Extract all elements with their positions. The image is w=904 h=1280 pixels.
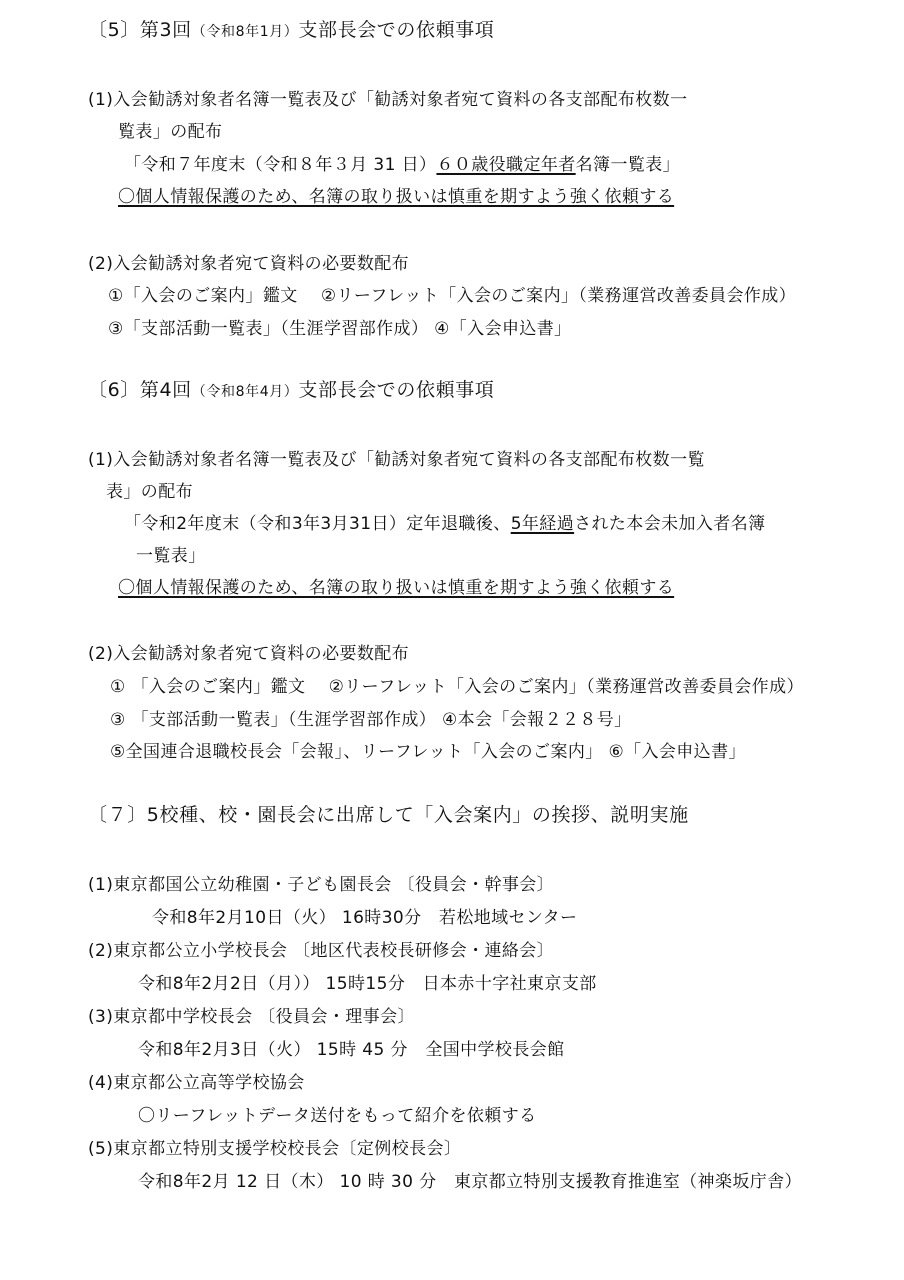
s5-privacy-note: 〇個人情報保護のため、名簿の取り扱いは慎重を期すよう強く依頼する [118,187,675,207]
section-6-heading [88,379,494,403]
s5-item2-line2: ③「支部活動一覧表」（生涯学習部作成） ④「入会申込書」 [108,319,572,339]
heading-text: 支部長会での依頼事項 [298,379,495,401]
s6-item2-line2: ③ 「支部活動一覧表」（生涯学習部作成） ④本会「会報２２８号」 [110,710,632,730]
s7-item3-detail: 令和8年2月3日（火） 15時 45 分 全国中学校長会館 [138,1040,565,1060]
heading-text: 〔5〕第3回 [88,19,192,41]
s5-item2-title: (2)入会勧誘対象者宛て資料の必要数配布 [88,254,410,274]
s6-privacy-note: 〇個人情報保護のため、名簿の取り扱いは慎重を期すよう強く依頼する [118,578,675,598]
heading-text: 支部長会での依頼事項 [298,19,495,41]
s7-item3-title: (3)東京都中学校長会 〔役員会・理事会〕 [88,1007,415,1027]
s6-item2-title: (2)入会勧誘対象者宛て資料の必要数配布 [88,644,410,664]
s7-item2-title: (2)東京都公立小学校長会 〔地区代表校長研修会・連絡会〕 [88,941,555,961]
s5-item1-line1: (1)入会勧誘対象者名簿一覧表及び「勧誘対象者宛て資料の各支部配布枚数一 [88,90,688,110]
heading-text: 〔6〕第4回 [88,379,192,401]
s6-item1-list-line2: 一覧表」 [136,546,206,566]
section-5-heading [88,19,494,43]
s7-item5-detail: 令和8年2月 12 日（木） 10 時 30 分 東京都立特別支援教育推進室（神楽坂庁舎） [138,1172,802,1192]
s5-item1-line2: 覧表」の配布 [118,122,223,142]
heading-date: （令和8年1月） [191,24,299,40]
s7-item1-title: (1)東京都国公立幼稚園・子ども園長会 〔役員会・幹事会〕 [88,875,555,895]
s6-item1-list-line1: 「令和2年度末（令和3年3月31日）定年退職後、5年経過された本会未加入者名簿 [124,514,766,534]
s7-item1-detail: 令和8年2月10日（火） 16時30分 若松地域センター [152,908,578,928]
underlined-text: 5年経過 [510,514,575,534]
section-7-heading: 〔７〕5校種、校・園長会に出席して「入会案内」の挨拶、説明実施 [88,804,689,826]
s6-item2-line1: ① 「入会のご案内」鑑文 ②リーフレット「入会のご案内」（業務運営改善委員会作成） [110,677,804,697]
s7-item4-title: (4)東京都公立高等学校協会 [88,1073,305,1093]
s6-item1-line1: (1)入会勧誘対象者名簿一覧表及び「勧誘対象者宛て資料の各支部配布枚数一覧 [88,450,705,470]
s5-item2-line1: ①「入会のご案内」鑑文 ②リーフレット「入会のご案内」（業務運営改善委員会作成） [108,286,797,306]
s7-item4-detail: 〇リーフレットデータ送付をもって紹介を依頼する [138,1106,537,1126]
s7-item5-title: (5)東京都立特別支援学校校長会〔定例校長会〕 [88,1139,462,1159]
s5-item1-list-name: 「令和７年度末（令和８年３月 31 日）６０歳役職定年者名簿一覧表」 [124,155,681,175]
s7-item2-detail: 令和8年2月2日（月）） 15時15分 日本赤十字社東京支部 [138,974,597,994]
heading-date: （令和8年4月） [191,384,299,400]
s6-item2-line3: ⑤全国連合退職校長会「会報」、リーフレット「入会のご案内」 ⑥「入会申込書」 [110,742,746,762]
s6-item1-line2: 表」の配布 [106,482,193,502]
underlined-text: ６０歳役職定年者 [436,155,576,175]
